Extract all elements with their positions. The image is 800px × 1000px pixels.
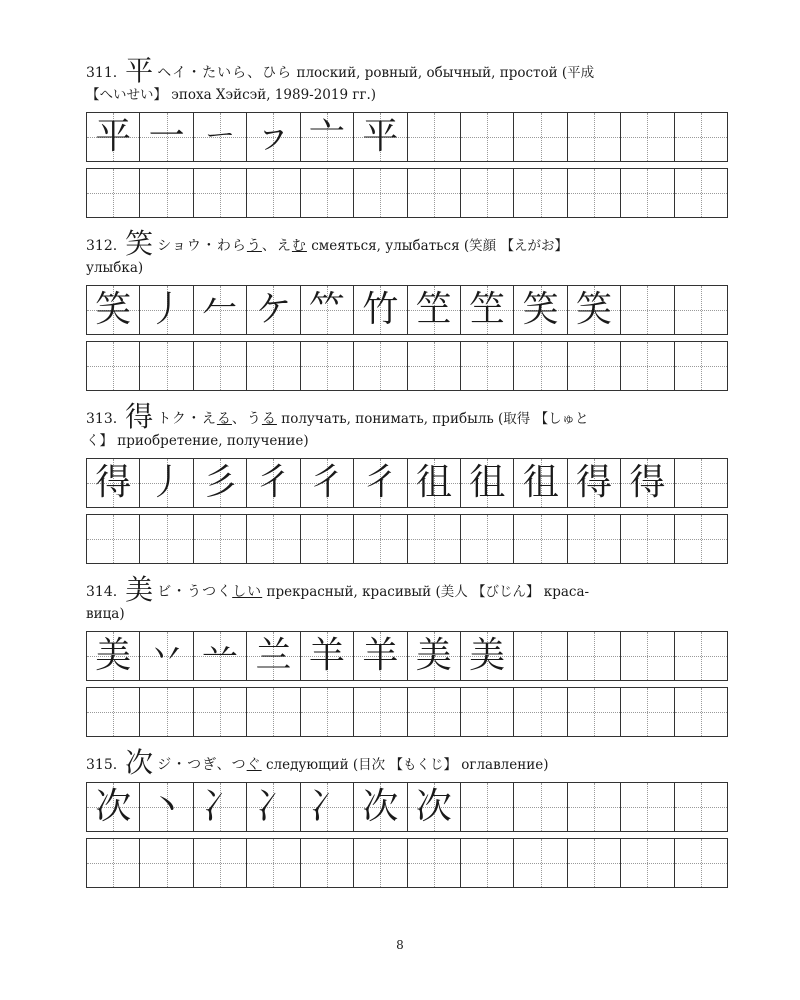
writing-cell	[408, 515, 461, 563]
entry-meaning: смеяться, улыбаться (笑顔 【えがお】	[311, 238, 568, 254]
entry-header	[86, 400, 728, 450]
stroke-step: 彡	[202, 462, 239, 503]
writing-cell	[301, 169, 354, 217]
entry-reading: ショウ・わらう、えむ	[157, 238, 307, 254]
stroke-step: 徂	[522, 462, 559, 503]
kanji-entry-313	[86, 400, 728, 503]
writing-cell	[194, 286, 247, 334]
writing-cell	[194, 783, 247, 831]
entry-meaning-cont: вица)	[86, 606, 125, 622]
writing-cell	[461, 632, 514, 680]
entry-reading: ヘイ・たいら、ひら	[157, 65, 293, 81]
stroke-step: 平	[362, 116, 399, 157]
writing-cell	[140, 342, 193, 390]
stroke-step: 丿	[148, 462, 185, 503]
stroke-order-grid	[86, 631, 728, 681]
writing-cell	[461, 783, 514, 831]
writing-cell	[461, 169, 514, 217]
writing-cell	[301, 515, 354, 563]
writing-cell	[301, 113, 354, 161]
writing-cell	[514, 515, 567, 563]
writing-cell	[354, 688, 407, 736]
stroke-step: 美	[469, 635, 506, 676]
writing-cell	[621, 113, 674, 161]
writing-cell	[247, 342, 300, 390]
writing-cell	[568, 286, 621, 334]
writing-cell	[247, 688, 300, 736]
writing-cell	[621, 839, 674, 887]
writing-cell	[568, 839, 621, 887]
writing-cell	[301, 783, 354, 831]
stroke-step: 𥫗	[308, 289, 345, 330]
writing-cell	[408, 169, 461, 217]
writing-cell	[514, 688, 567, 736]
writing-cell	[140, 688, 193, 736]
writing-cell	[247, 783, 300, 831]
writing-cell	[675, 688, 727, 736]
entry-header	[86, 54, 728, 104]
writing-cell	[301, 459, 354, 507]
practice-grid	[86, 838, 728, 888]
entry-number: 311.	[86, 65, 118, 81]
writing-cell	[675, 113, 727, 161]
writing-cell	[461, 839, 514, 887]
writing-cell	[247, 113, 300, 161]
writing-cell	[354, 515, 407, 563]
stroke-step: 徂	[415, 462, 452, 503]
writing-cell	[301, 688, 354, 736]
stroke-order-grid	[86, 112, 728, 162]
practice-grid	[86, 168, 728, 218]
writing-cell	[514, 783, 567, 831]
writing-cell	[301, 632, 354, 680]
writing-cell	[408, 688, 461, 736]
entry-reading: トク・える、うる	[157, 411, 277, 427]
writing-cell	[354, 632, 407, 680]
writing-cell	[461, 113, 514, 161]
writing-cell	[514, 113, 567, 161]
writing-cell	[461, 459, 514, 507]
writing-cell	[675, 839, 727, 887]
page-number: 8	[396, 938, 404, 952]
writing-cell	[87, 783, 140, 831]
writing-cell	[301, 342, 354, 390]
writing-cell	[87, 342, 140, 390]
entry-meaning-cont: улыбка)	[86, 260, 144, 276]
entry-header	[86, 227, 728, 277]
writing-cell	[621, 286, 674, 334]
stroke-step: 𠂉	[202, 289, 239, 330]
writing-cell	[461, 286, 514, 334]
entry-number: 313.	[86, 411, 118, 427]
stroke-step: 彳	[362, 462, 399, 503]
entry-number: 315.	[86, 757, 118, 773]
writing-cell	[354, 459, 407, 507]
writing-cell	[568, 459, 621, 507]
stroke-step: 平	[95, 116, 132, 157]
writing-cell	[247, 459, 300, 507]
stroke-step: 兰	[255, 635, 292, 676]
writing-cell	[514, 342, 567, 390]
writing-cell	[194, 169, 247, 217]
writing-cell	[675, 632, 727, 680]
writing-cell	[621, 459, 674, 507]
writing-cell	[675, 169, 727, 217]
writing-cell	[514, 839, 567, 887]
writing-cell	[247, 286, 300, 334]
practice-grid	[86, 687, 728, 737]
stroke-step: 得	[629, 462, 666, 503]
stroke-step: 彳	[308, 462, 345, 503]
stroke-step: 次	[415, 786, 452, 827]
stroke-step: 美	[415, 635, 452, 676]
writing-cell	[87, 688, 140, 736]
stroke-order-grid	[86, 458, 728, 508]
stroke-step: 笑	[95, 289, 132, 330]
writing-cell	[194, 342, 247, 390]
writing-cell	[568, 113, 621, 161]
writing-cell	[408, 839, 461, 887]
writing-cell	[140, 632, 193, 680]
writing-cell	[140, 839, 193, 887]
writing-cell	[514, 286, 567, 334]
entry-reading: ビ・うつくしい	[157, 584, 263, 600]
writing-cell	[514, 632, 567, 680]
writing-cell	[514, 459, 567, 507]
stroke-step: 冫	[202, 786, 239, 827]
entry-kanji: 美	[125, 573, 154, 606]
writing-cell	[87, 515, 140, 563]
kanji-entry-311	[86, 54, 728, 157]
stroke-step: 丷	[148, 635, 185, 676]
stroke-order-grid	[86, 782, 728, 832]
writing-cell	[568, 169, 621, 217]
writing-cell	[408, 286, 461, 334]
entry-kanji: 得	[125, 400, 154, 433]
stroke-step: 羊	[308, 635, 345, 676]
writing-cell	[621, 783, 674, 831]
writing-cell	[461, 515, 514, 563]
writing-cell	[408, 783, 461, 831]
writing-cell	[247, 839, 300, 887]
writing-cell	[140, 783, 193, 831]
entry-header	[86, 573, 728, 623]
writing-cell	[408, 459, 461, 507]
writing-cell	[194, 688, 247, 736]
entry-number: 314.	[86, 584, 118, 600]
writing-cell	[354, 169, 407, 217]
writing-cell	[675, 342, 727, 390]
practice-grid	[86, 514, 728, 564]
writing-cell	[568, 342, 621, 390]
writing-cell	[87, 459, 140, 507]
writing-cell	[621, 342, 674, 390]
writing-cell	[87, 839, 140, 887]
writing-cell	[675, 783, 727, 831]
stroke-step: 徂	[469, 462, 506, 503]
stroke-step: 笁	[469, 289, 506, 330]
kanji-entry-314	[86, 573, 728, 676]
writing-cell	[247, 515, 300, 563]
entry-reading: ジ・つぎ、つぐ	[157, 757, 262, 773]
writing-cell	[675, 459, 727, 507]
writing-cell	[675, 515, 727, 563]
stroke-order-grid	[86, 285, 728, 335]
stroke-step: 美	[95, 635, 132, 676]
stroke-step: 羊	[362, 635, 399, 676]
stroke-step: 丿	[148, 289, 185, 330]
stroke-step: 次	[362, 786, 399, 827]
writing-cell	[354, 286, 407, 334]
writing-cell	[408, 342, 461, 390]
writing-cell	[194, 632, 247, 680]
writing-cell	[461, 688, 514, 736]
writing-cell	[568, 783, 621, 831]
stroke-step: 一	[148, 116, 185, 157]
stroke-step: 得	[576, 462, 613, 503]
writing-cell	[354, 783, 407, 831]
writing-cell	[140, 459, 193, 507]
writing-cell	[87, 113, 140, 161]
writing-cell	[621, 169, 674, 217]
writing-cell	[514, 169, 567, 217]
stroke-step: 笁	[415, 289, 452, 330]
entry-meaning: получать, понимать, прибыль (取得 【しゅと	[281, 411, 589, 427]
writing-cell	[354, 113, 407, 161]
stroke-step: 冫	[255, 786, 292, 827]
kanji-entry-312	[86, 227, 728, 330]
practice-grid	[86, 341, 728, 391]
stroke-step: 丶	[148, 786, 185, 827]
writing-cell	[194, 839, 247, 887]
writing-cell	[301, 286, 354, 334]
writing-cell	[675, 286, 727, 334]
writing-cell	[568, 515, 621, 563]
stroke-step: ケ	[255, 289, 292, 330]
entry-meaning: прекрасный, красивый (美人 【びじん】 краса-	[266, 584, 590, 600]
stroke-step: 次	[95, 786, 132, 827]
writing-cell	[354, 342, 407, 390]
writing-cell	[408, 632, 461, 680]
writing-cell	[247, 169, 300, 217]
writing-cell	[461, 342, 514, 390]
writing-cell	[140, 113, 193, 161]
writing-cell	[301, 839, 354, 887]
stroke-step: ㇷ	[255, 116, 292, 157]
stroke-step: 冫	[308, 786, 345, 827]
stroke-step: 彳	[255, 462, 292, 503]
stroke-step: 得	[95, 462, 132, 503]
stroke-step: 竹	[362, 289, 399, 330]
writing-cell	[194, 515, 247, 563]
stroke-step: 䒑	[202, 635, 239, 676]
writing-cell	[194, 459, 247, 507]
writing-cell	[408, 113, 461, 161]
writing-cell	[621, 632, 674, 680]
entry-kanji: 平	[125, 54, 154, 87]
entry-meaning: следующий (目次 【もくじ】 оглавление)	[265, 757, 549, 773]
writing-cell	[140, 286, 193, 334]
stroke-step: 笑	[522, 289, 559, 330]
writing-cell	[140, 169, 193, 217]
stroke-step: 亠	[308, 116, 345, 157]
stroke-step: 笑	[576, 289, 613, 330]
entry-kanji: 笑	[125, 227, 154, 260]
entry-kanji: 次	[125, 746, 154, 779]
writing-cell	[87, 286, 140, 334]
writing-cell	[621, 688, 674, 736]
entry-meaning: плоский, ровный, обычный, простой (平成	[296, 65, 595, 81]
writing-cell	[140, 515, 193, 563]
entry-meaning-cont: く】 приобретение, получение)	[86, 433, 309, 449]
writing-cell	[568, 632, 621, 680]
writing-cell	[87, 632, 140, 680]
writing-cell	[568, 688, 621, 736]
writing-cell	[354, 839, 407, 887]
writing-cell	[621, 515, 674, 563]
writing-cell	[194, 113, 247, 161]
stroke-step: ㄧ	[202, 116, 239, 157]
entry-number: 312.	[86, 238, 118, 254]
writing-cell	[247, 632, 300, 680]
entry-meaning-cont: 【へいせい】 эпоха Хэйсэй, 1989-2019 гг.)	[86, 87, 377, 103]
kanji-entry-315	[86, 746, 728, 827]
writing-cell	[87, 169, 140, 217]
